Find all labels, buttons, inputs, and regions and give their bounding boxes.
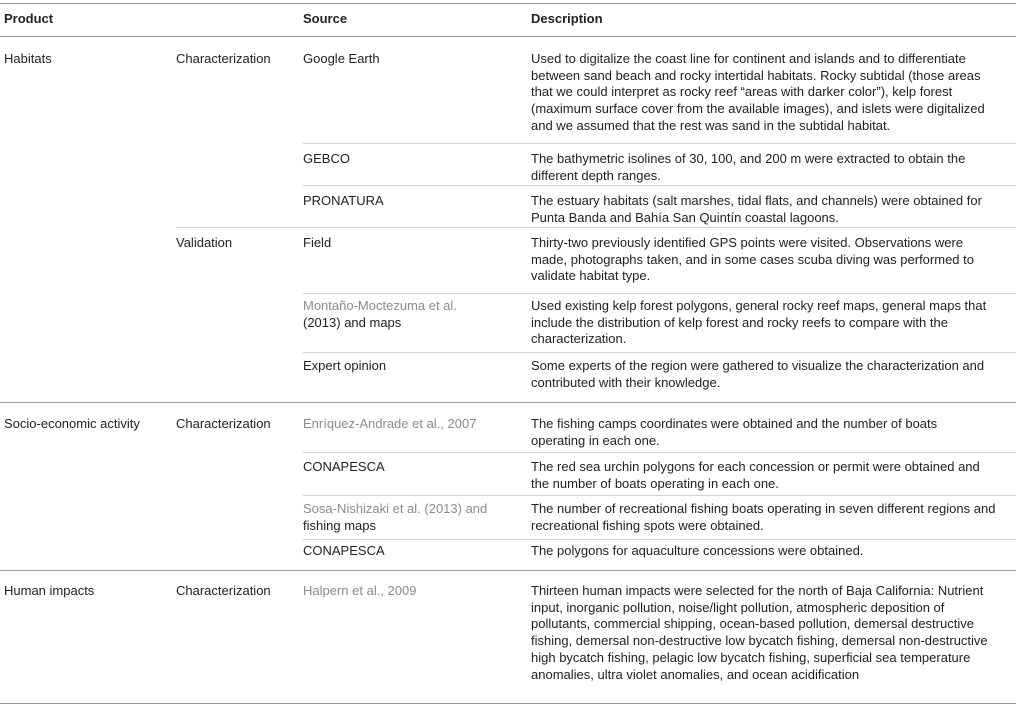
row-description-line: The estuary habitats (salt marshes, tidal flats, and channels) were obtained for bbox=[531, 193, 982, 208]
row-description-line: The fishing camps coordinates were obtained and the number of boats bbox=[531, 416, 938, 431]
row-source: PRONATURA bbox=[303, 193, 384, 208]
row-description-line: pollutants, commercial shipping, ocean-based pollution, demersal destructive bbox=[531, 616, 974, 632]
row-source-citation: Halpern et al., 2009 bbox=[303, 583, 417, 598]
row-description-line: The red sea urchin polygons for each concession or permit were obtained and bbox=[531, 459, 980, 474]
row-source: CONAPESCA bbox=[303, 543, 385, 558]
section-divider bbox=[0, 402, 1016, 403]
row-description-line: that we could interpret as rocky reef “areas with darker color”), kelp forest bbox=[531, 84, 953, 100]
row-source: Field bbox=[303, 235, 332, 250]
row-description-line: different depth ranges. bbox=[531, 167, 661, 183]
header-description: Description bbox=[531, 11, 603, 26]
row-description-line: include the distribution of kelp forest and rocky reefs to compare with the bbox=[531, 314, 948, 330]
row-source-citation: Sosa-Nishizaki et al. (2013) and bbox=[303, 501, 488, 516]
row-description-line: Used to digitalize the coast line for continent and islands and to differentiate bbox=[531, 51, 966, 66]
row-product: Socio-economic activity bbox=[4, 416, 140, 431]
row-type: Characterization bbox=[176, 51, 271, 66]
row-description-line: fishing, demersal non-destructive low bycatch fishing, demersal non-destructive bbox=[531, 633, 988, 649]
row-divider bbox=[303, 452, 1016, 453]
header-product: Product bbox=[4, 11, 54, 26]
row-divider bbox=[303, 495, 1016, 496]
row-source: (2013) and maps bbox=[303, 314, 402, 330]
row-product: Human impacts bbox=[4, 583, 95, 598]
row-description-line: The polygons for aquaculture concessions were obtained. bbox=[531, 543, 864, 558]
row-description-line: operating in each one. bbox=[531, 432, 660, 448]
row-description-line: validate habitat type. bbox=[531, 268, 651, 284]
row-description-line: recreational fishing spots were obtained. bbox=[531, 517, 764, 533]
row-description-line: The number of recreational fishing boats operating in seven different regions and bbox=[531, 501, 996, 516]
row-description-line: Some experts of the region were gathered to visualize the characterization and bbox=[531, 358, 985, 373]
row-description-line: Thirteen human impacts were selected for the north of Baja California: Nutrient bbox=[531, 583, 984, 598]
row-description-line: The bathymetric isolines of 30, 100, and 200 m were extracted to obtain the bbox=[531, 151, 966, 166]
row-description-line: anomalies, ultra violet anomalies, and ocean acidification bbox=[531, 666, 860, 682]
row-source-citation: Montaño-Moctezuma et al. bbox=[303, 298, 457, 313]
row-divider bbox=[303, 293, 1016, 294]
row-description-line: Used existing kelp forest polygons, general rocky reef maps, general maps that bbox=[531, 298, 987, 313]
row-divider bbox=[303, 143, 1016, 144]
header-bottom-rule bbox=[0, 36, 1016, 37]
row-source: Expert opinion bbox=[303, 358, 387, 373]
row-description-line: high bycatch fishing, pelagic low bycatch fishing, superficial sea temperature bbox=[531, 649, 971, 665]
row-description-line: contributed with their knowledge. bbox=[531, 374, 721, 390]
row-divider bbox=[303, 185, 1016, 186]
header-source: Source bbox=[303, 11, 348, 26]
row-description-line: Thirty-two previously identified GPS points were visited. Observations were bbox=[531, 235, 964, 250]
row-description-line: between sand beach and rocky intertidal habitats. Rocky subtidal (those areas bbox=[531, 67, 981, 83]
row-description-line: Punta Banda and Bahía San Quintín coastal lagoons. bbox=[531, 209, 839, 225]
row-divider bbox=[303, 539, 1016, 540]
row-source: CONAPESCA bbox=[303, 459, 385, 474]
row-type: Validation bbox=[176, 235, 233, 250]
row-divider bbox=[176, 227, 1016, 228]
row-source: fishing maps bbox=[303, 517, 376, 533]
row-description-line: the number of boats operating in each one. bbox=[531, 475, 779, 491]
row-source-citation: Enríquez-Andrade et al., 2007 bbox=[303, 416, 477, 431]
row-description-line: made, photographs taken, and in some cases scuba diving was performed to bbox=[531, 251, 974, 267]
row-product: Habitats bbox=[4, 51, 52, 66]
row-description-line: input, inorganic pollution, noise/light pollution, atmospheric deposition of bbox=[531, 599, 945, 615]
row-divider bbox=[303, 352, 1016, 353]
row-source: GEBCO bbox=[303, 151, 350, 166]
table-bottom-rule bbox=[0, 703, 1016, 704]
row-description-line: characterization. bbox=[531, 331, 627, 347]
row-description-line: (maximum surface cover from the available images), and islets were digitalized bbox=[531, 101, 985, 117]
table-top-rule bbox=[0, 3, 1016, 4]
row-type: Characterization bbox=[176, 416, 271, 431]
section-divider bbox=[0, 570, 1016, 571]
row-description-line: and we assumed that the rest was sand in the subtidal habitat. bbox=[531, 117, 891, 133]
row-source: Google Earth bbox=[303, 51, 380, 66]
row-type: Characterization bbox=[176, 583, 271, 598]
